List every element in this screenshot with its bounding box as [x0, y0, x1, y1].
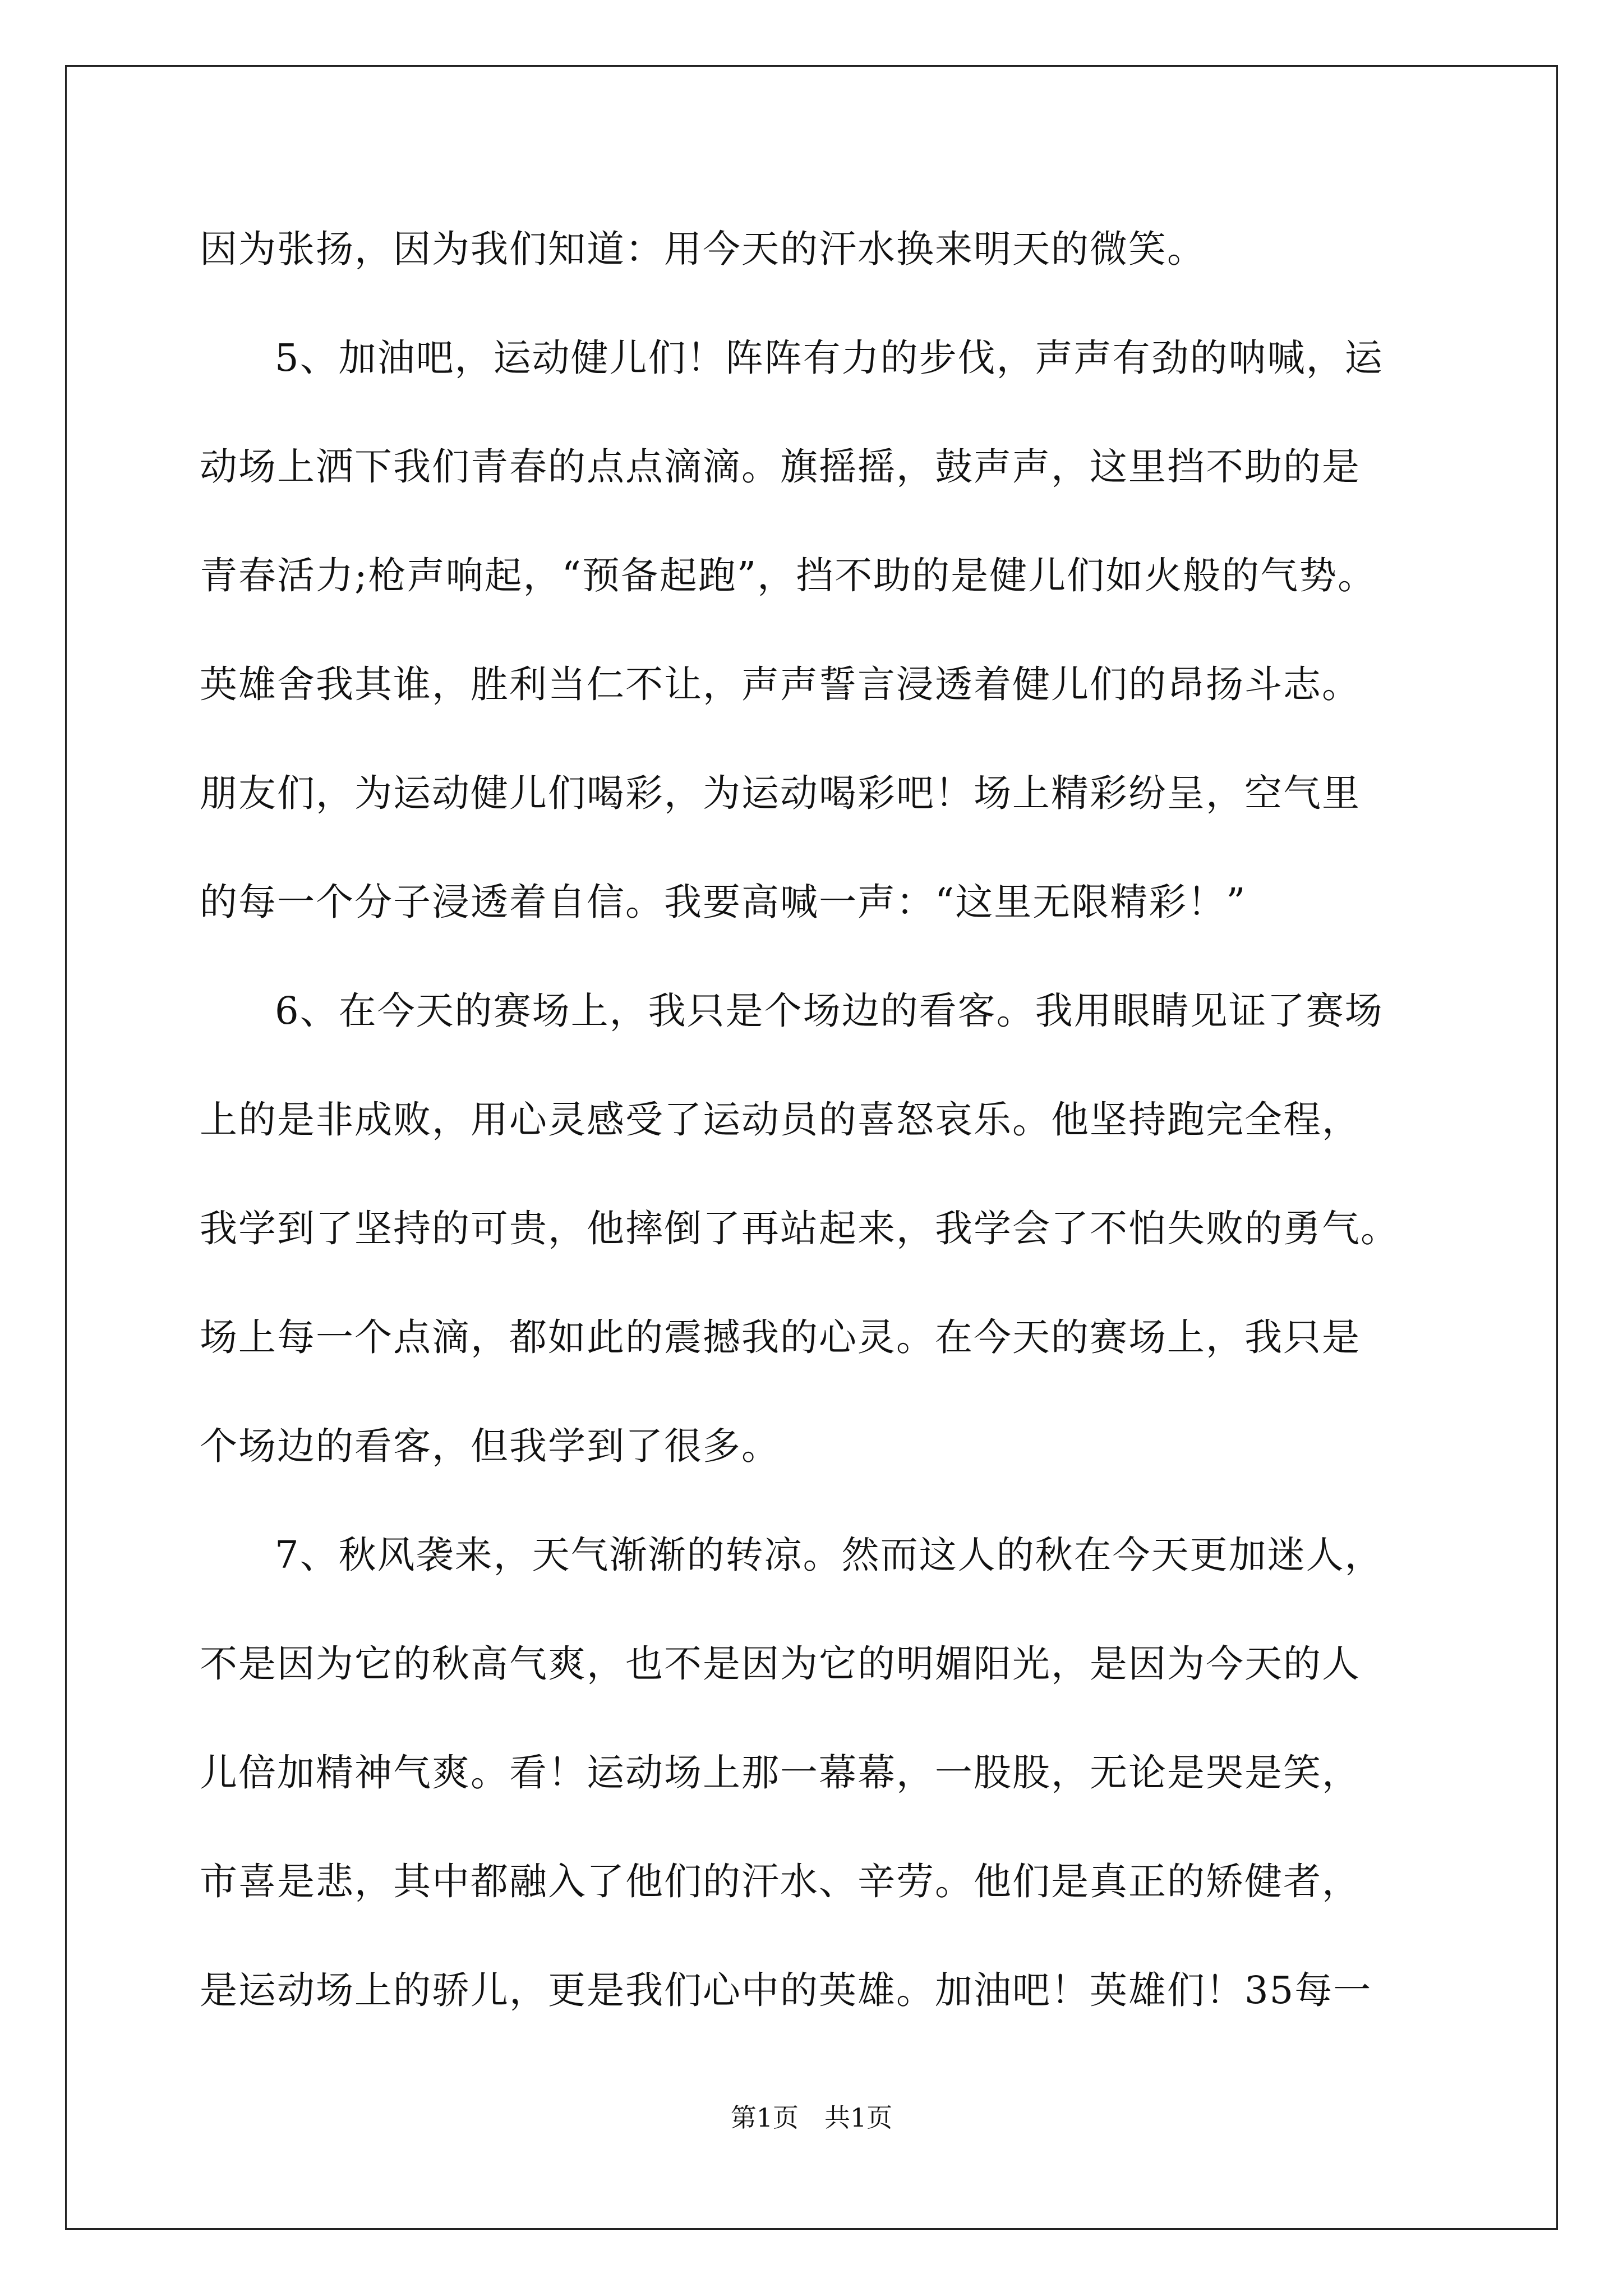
paragraph-5-first-line: 5、加油吧，运动健儿们！阵阵有力的步伐，声声有劲的呐喊，运	[275, 336, 1384, 380]
text-line: 场上每一个点滴，都如此的震撼我的心灵。在今天的赛场上，我只是	[200, 1315, 1361, 1359]
text-line: 的每一个分子浸透着自信。我要高喊一声：“这里无限精彩！”	[200, 880, 1247, 924]
text-line: 个场边的看客，但我学到了很多。	[200, 1424, 780, 1468]
text-line: 不是因为它的秋高气爽，也不是因为它的明媚阳光，是因为今天的人	[200, 1642, 1361, 1686]
text-line: 上的是非成败，用心灵感受了运动员的喜怒哀乐。他坚持跑完全程，	[200, 1098, 1361, 1142]
text-line: 我学到了坚持的可贵，他摔倒了再站起来，我学会了不怕失败的勇气。	[200, 1207, 1399, 1250]
text-line: 朋友们，为运动健儿们喝彩，为运动喝彩吧！场上精彩纷呈，空气里	[200, 771, 1361, 815]
paragraph-6-first-line: 6、在今天的赛场上，我只是个场边的看客。我用眼睛见证了赛场	[275, 989, 1384, 1033]
page-number-footer: 第1页 共1页	[730, 2102, 893, 2133]
text-line: 儿倍加精神气爽。看！运动场上那一幕幕，一股股，无论是哭是笑，	[200, 1751, 1361, 1795]
text-line: 动场上洒下我们青春的点点滴滴。旗摇摇，鼓声声，这里挡不助的是	[200, 445, 1361, 489]
text-line: 是运动场上的骄儿，更是我们心中的英雄。加油吧！英雄们！35每一	[200, 1968, 1372, 2012]
text-line: 青春活力;枪声响起，“预备起跑”，挡不助的是健儿们如火般的气势。	[200, 554, 1377, 597]
text-line: 因为张扬，因为我们知道：用今天的汗水换来明天的微笑。	[200, 227, 1206, 271]
text-line: 英雄舍我其谁，胜利当仁不让，声声誓言浸透着健儿们的昂扬斗志。	[200, 662, 1361, 706]
paragraph-7-first-line: 7、秋风袭来，天气渐渐的转凉。然而这人的秋在今天更加迷人，	[275, 1533, 1384, 1577]
text-line: 市喜是悲，其中都融入了他们的汗水、辛劳。他们是真正的矫健者，	[200, 1860, 1361, 1903]
